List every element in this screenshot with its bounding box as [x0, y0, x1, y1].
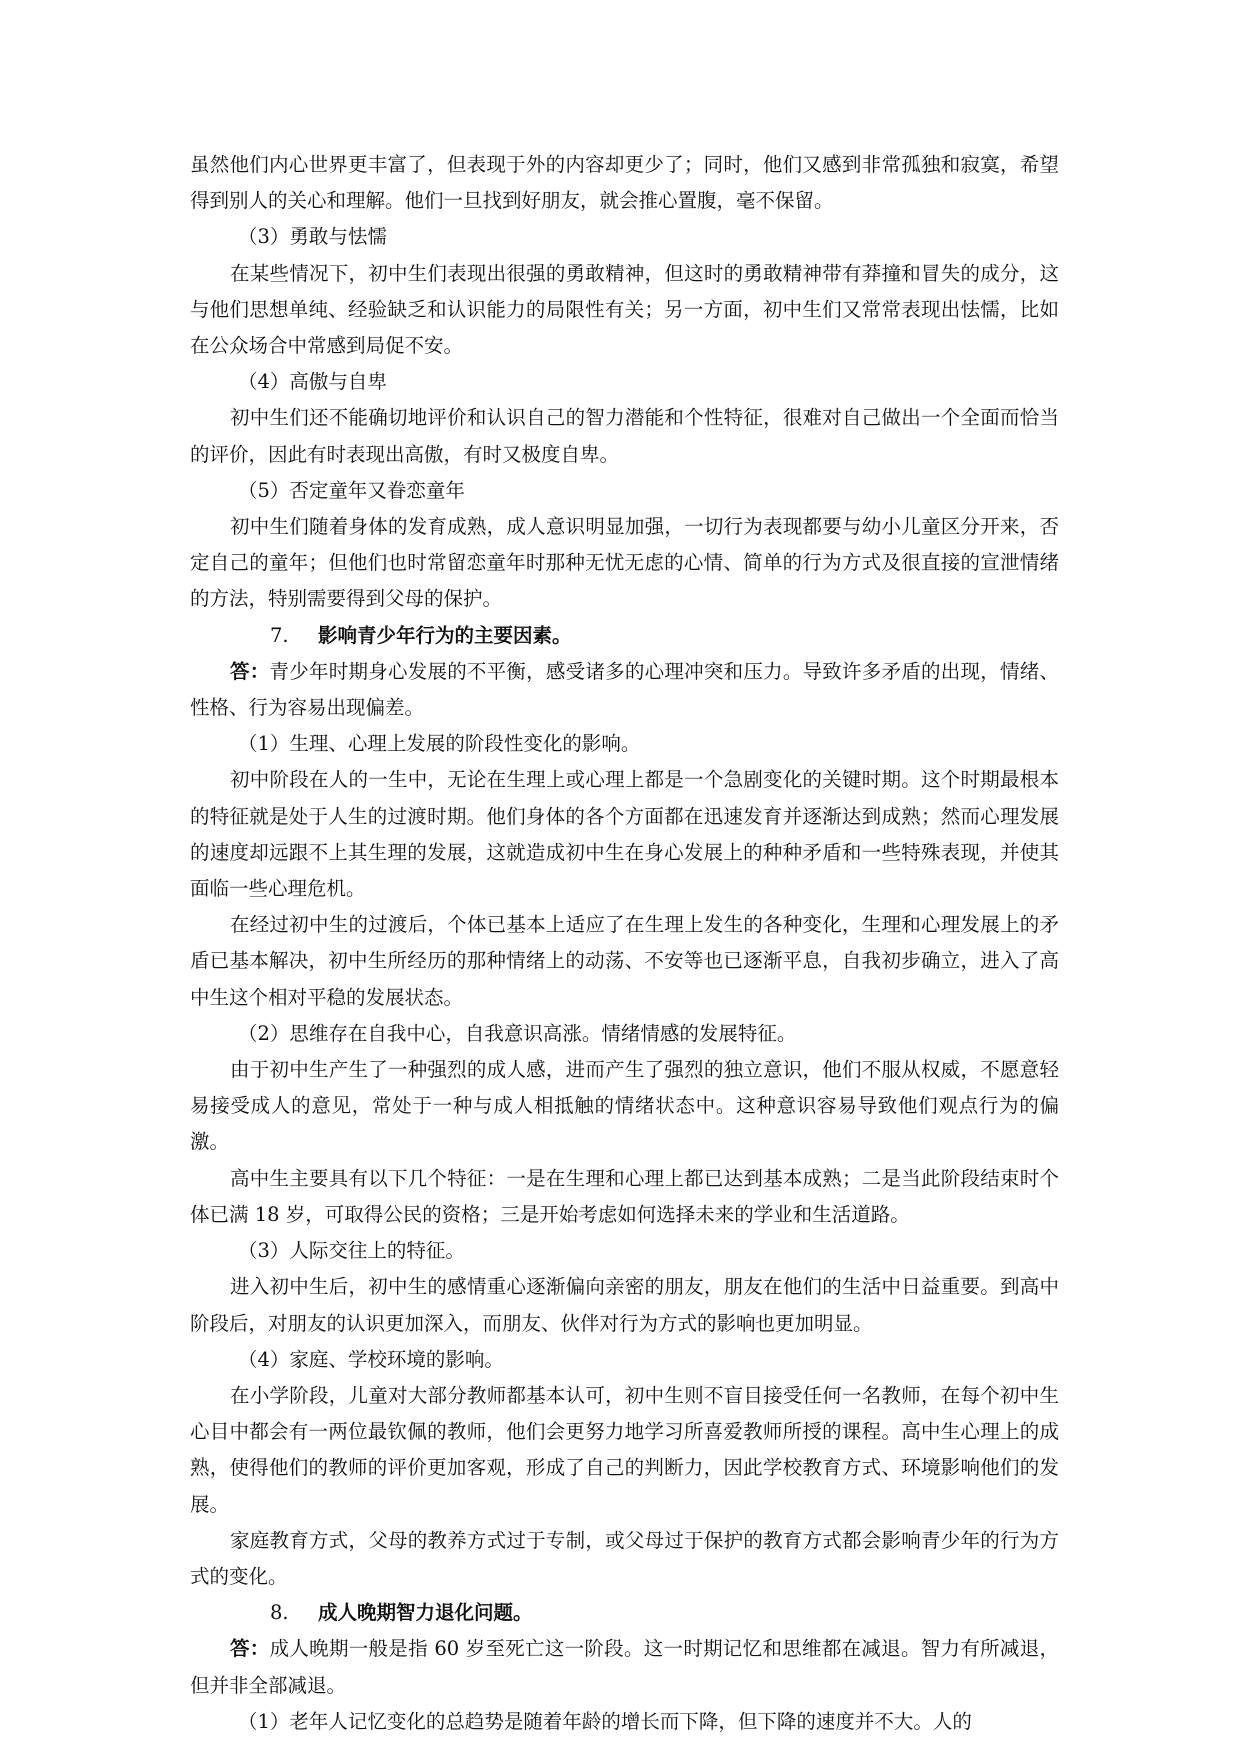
- paragraph-text: 虽然他们内心世界更丰富了，但表现于外的内容却更少了；同时，他们又感到非常孤独和寂寞，希望得到别人的关心和理解。他们一旦找到好朋友，就会推心置腹，毫不保留。: [190, 153, 1059, 213]
- paragraph-text: 初中生们还不能确切地评价和认识自己的智力潜能和个性特征，很难对自己做出一个全面而恰当的评价，因此有时表现出高傲，有时又极度自卑。: [190, 406, 1059, 466]
- paragraph-text: （5）否定童年又眷恋童年: [238, 478, 465, 502]
- paragraph-text: 成人晚期一般是指 60 岁至死亡这一阶段。这一时期记忆和思维都在减退。智力有所减退，但并非全部减退。: [190, 1637, 1059, 1697]
- section-title: 成人晚期智力退化问题。: [318, 1601, 533, 1625]
- body-text: [190, 147, 1059, 1740]
- paragraph: [190, 147, 1059, 219]
- paragraph-text: （4）高傲与自卑: [238, 370, 387, 394]
- subheading: [190, 726, 1059, 762]
- paragraph: [190, 1378, 1059, 1523]
- subheading: [190, 1016, 1059, 1052]
- paragraph: [190, 1631, 1059, 1703]
- paragraph-text: 在小学阶段，儿童对大部分教师都基本认可，初中生则不盲目接受任何一名教师，在每个初中生心目中都会有一两位最钦佩的教师，他们会更努力地学习所喜爱教师所授的课程。高中生心理上的成熟，使得他们的教师的评价更加客观，形成了自己的判断力，因此学校教育方式、环境影响他们的发展。: [190, 1383, 1059, 1516]
- paragraph-text: 青少年时期身心发展的不平衡，感受诸多的心理冲突和压力。导致许多矛盾的出现，情绪、性格、行为容易出现偏差。: [190, 659, 1059, 720]
- paragraph-text: （4）家庭、学校环境的影响。: [238, 1347, 504, 1371]
- paragraph-text: （1）生理、心理上发展的阶段性变化的影响。: [238, 732, 641, 756]
- paragraph-text: 家庭教育方式，父母的教养方式过于专制，或父母过于保护的教育方式都会影响青少年的行为方式的变化。: [190, 1528, 1059, 1588]
- paragraph: [190, 762, 1059, 907]
- subheading: [190, 1342, 1059, 1378]
- section-heading: [190, 1595, 1059, 1631]
- paragraph: [190, 1052, 1059, 1161]
- subheading: [190, 473, 1059, 509]
- section-heading: [190, 618, 1059, 654]
- paragraph-text: 在经过初中生的过渡后，个体已基本上适应了在生理上发生的各种变化，生理和心理发展上的矛盾已基本解决，初中生所经历的那种情绪上的动荡、不安等也已逐渐平息，自我初步确立，进入了高中生这个相对平稳的发展状态。: [190, 913, 1059, 1009]
- section-number: 8.: [270, 1601, 289, 1625]
- paragraph: [190, 907, 1059, 1016]
- paragraph: [190, 256, 1059, 365]
- paragraph-text: 初中生们随着身体的发育成熟，成人意识明显加强，一切行为表现都要与幼小儿童区分开来，否定自己的童年；但他们也时常留恋童年时那种无忧无虑的心情、简单的行为方式及很直接的宣泄情绪的方法，特别需要得到父母的保护。: [190, 515, 1059, 611]
- subheading: [190, 364, 1059, 400]
- paragraph: [190, 1161, 1059, 1233]
- paragraph: [190, 1523, 1059, 1595]
- paragraph-text: （1）老年人记忆变化的总趋势是随着年龄的增长而下降，但下降的速度并不大。人的: [238, 1709, 972, 1733]
- answer-label: 答：: [230, 659, 270, 683]
- paragraph: [190, 509, 1059, 618]
- paragraph-text: （3）勇敢与怯懦: [238, 225, 387, 249]
- subheading: [190, 1233, 1059, 1269]
- paragraph: [190, 1269, 1059, 1341]
- subheading: [190, 1704, 1059, 1740]
- paragraph-text: （3）人际交往上的特征。: [238, 1239, 465, 1263]
- paragraph-text: 初中阶段在人的一生中，无论在生理上或心理上都是一个急剧变化的关键时期。这个时期最根本的特征就是处于人生的过渡时期。他们身体的各个方面都在迅速发育并逐渐达到成熟；然而心理发展的速度却远跟不上其生理的发展，这就造成初中生在身心发展上的种种矛盾和一些特殊表现，并使其面临一些心理危机。: [190, 768, 1059, 901]
- paragraph-text: 由于初中生产生了一种强烈的成人感，进而产生了强烈的独立意识，他们不服从权威，不愿意轻易接受成人的意见，常处于一种与成人相抵触的情绪状态中。这种意识容易导致他们观点行为的偏激。: [190, 1058, 1059, 1154]
- paragraph: [190, 654, 1059, 726]
- section-number: 7.: [270, 623, 289, 647]
- paragraph-text: （2）思维存在自我中心，自我意识高涨。情绪情感的发展特征。: [238, 1021, 797, 1045]
- paragraph-text: 进入初中生后，初中生的感情重心逐渐偏向亲密的朋友，朋友在他们的生活中日益重要。到高中阶段后，对朋友的认识更加深入，而朋友、伙伴对行为方式的影响也更加明显。: [190, 1275, 1059, 1335]
- paragraph-text: 高中生主要具有以下几个特征：一是在生理和心理上都已达到基本成熟；二是当此阶段结束时个体已满 18 岁，可取得公民的资格；三是开始考虑如何选择未来的学业和生活道路。: [190, 1166, 1059, 1226]
- paragraph: [190, 400, 1059, 472]
- subheading: [190, 219, 1059, 255]
- section-title: 影响青少年行为的主要因素。: [318, 623, 572, 647]
- answer-label: 答：: [230, 1637, 270, 1661]
- paragraph-text: 在某些情况下，初中生们表现出很强的勇敢精神，但这时的勇敢精神带有莽撞和冒失的成分，这与他们思想单纯、经验缺乏和认识能力的局限性有关；另一方面，初中生们又常常表现出怯懦，比如在公众场合中常感到局促不安。: [190, 261, 1059, 358]
